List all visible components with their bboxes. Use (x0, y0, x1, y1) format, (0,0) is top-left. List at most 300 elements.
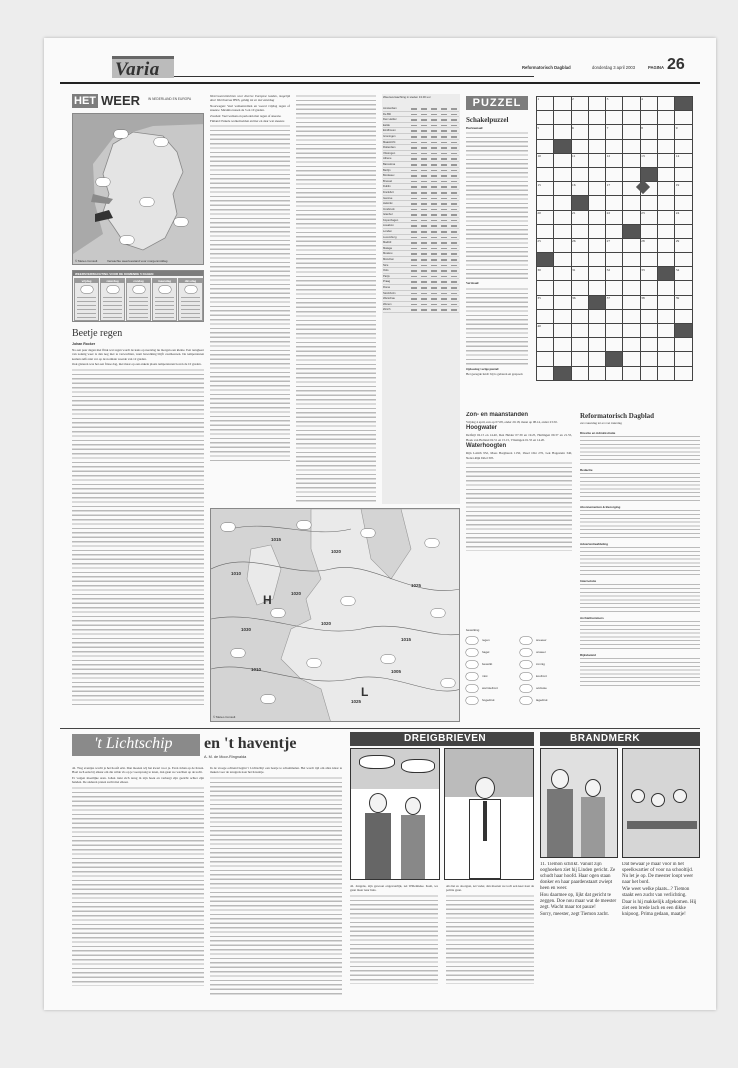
crossword-cell[interactable] (606, 111, 623, 125)
crossword-cell[interactable] (658, 352, 675, 366)
city-values (411, 293, 457, 295)
text-filler (72, 786, 204, 986)
crossword-cell[interactable] (588, 224, 605, 238)
crossword-cell[interactable] (658, 338, 675, 352)
weather-article-p1: Na een paar dagen met flink wat regen wordt de kans op neerslag nu morgen een kleine. Een terugkeer van zonnig weer is dan nog niet te verwachten, want bewolking blijft overheersen. De temperaturen komen zelfs niet ver op de normale waarde van 12 graden. (72, 348, 204, 361)
cloud-icon (120, 236, 134, 244)
legend-icon (466, 673, 478, 680)
crossword-cell[interactable] (675, 224, 692, 238)
crossword-cell[interactable] (554, 125, 571, 139)
crossword-cell[interactable] (588, 210, 605, 224)
crossword-row (537, 111, 693, 125)
crossword-cell[interactable] (675, 366, 692, 380)
colophon-title: Reformatorisch Dagblad (580, 412, 655, 420)
comic-brandmerk (540, 732, 700, 998)
city-name: Lissabon (383, 224, 394, 228)
city-name: Istanbul (383, 213, 393, 217)
cloud-icon (425, 539, 439, 547)
crossword-row (537, 267, 693, 281)
crossword-cell[interactable]: 11 (571, 153, 588, 167)
column-p2: Er volgen moeilijke uren. Johan trekt zich terug in zijn hoek en verbergt zijn gezicht achter zijn handen. De anderen praten zacht met elkaar. (72, 775, 204, 785)
crossword-row (537, 125, 693, 139)
text-filler (466, 461, 572, 551)
crossword-cell[interactable] (675, 352, 692, 366)
crossword-cell[interactable] (640, 253, 657, 267)
crossword-cell[interactable]: 32 (606, 267, 623, 281)
crossword-cell[interactable] (623, 153, 640, 167)
crossword-cell[interactable] (537, 366, 554, 380)
colophon-section-title: Redactie (580, 468, 593, 472)
crossword-cell (675, 324, 692, 338)
crossword-cell[interactable] (571, 253, 588, 267)
crossword-cell[interactable]: 19 (675, 182, 692, 196)
crossword-cell[interactable] (623, 97, 640, 111)
abroad-p2: Zweden: Veel wolken en perioden met regen of sneeuw. (210, 113, 282, 118)
colophon-section-title: Rijksbeleid (580, 653, 596, 657)
crossword-cell[interactable] (571, 167, 588, 181)
crossword-cell[interactable]: 37 (606, 295, 623, 309)
text-filler (580, 546, 700, 576)
crossword-cell[interactable] (588, 267, 605, 281)
crossword-grid (536, 96, 693, 381)
crossword-cell[interactable] (675, 167, 692, 181)
crossword-cell[interactable] (554, 153, 571, 167)
low-pressure-label: L (361, 685, 369, 699)
crossword-cell[interactable] (537, 352, 554, 366)
cloud-icon (107, 286, 119, 293)
section-header (60, 52, 700, 82)
forecast-details (129, 296, 148, 320)
crossword-cell[interactable]: 16 (571, 182, 588, 196)
city-values (411, 153, 457, 155)
crossword-cell[interactable] (675, 338, 692, 352)
crossword-cell[interactable] (623, 196, 640, 210)
crossword-cell[interactable] (658, 97, 675, 111)
crossword-cell[interactable] (571, 338, 588, 352)
crossword-cell[interactable] (588, 253, 605, 267)
crossword-cell[interactable] (588, 153, 605, 167)
crossword-cell[interactable]: 30 (537, 267, 554, 281)
crossword-cell[interactable]: 8 (640, 125, 657, 139)
crossword-cell (571, 196, 588, 210)
crossword-cell[interactable] (623, 366, 640, 380)
crossword-cell[interactable] (571, 366, 588, 380)
cloud-icon (297, 521, 311, 529)
crossword-cell[interactable] (658, 281, 675, 295)
comic2-caption-left-text: 11. Tiemon schrikt. Vanuit zijn ooghoeken ziet hij Linden gericht. Ze schudt haar hoofd. Haar ogen staan donker en haar paardenstaart zwiept heen en weer. (540, 862, 616, 891)
crossword-cell[interactable] (640, 338, 657, 352)
column-header (72, 734, 352, 764)
crossword-cell[interactable] (623, 253, 640, 267)
crossword-cell[interactable] (571, 224, 588, 238)
crossword-cell[interactable] (658, 167, 675, 181)
city-values (411, 225, 457, 227)
crossword-cell[interactable]: 21 (571, 210, 588, 224)
crossword-row (537, 210, 693, 224)
crossword-cell[interactable] (606, 309, 623, 323)
pressure-label: 1015 (271, 537, 282, 542)
crossword-cell[interactable] (623, 111, 640, 125)
city-name: Maastricht (383, 140, 396, 144)
crossword-cell[interactable] (537, 309, 554, 323)
city-name: Oslo (383, 269, 389, 273)
city-name: Madrid (383, 241, 392, 245)
crossword-cell[interactable]: 29 (675, 238, 692, 252)
text-filler (466, 287, 528, 367)
crossword-cell[interactable]: 33 (640, 267, 657, 281)
crossword-cell[interactable] (623, 125, 640, 139)
pressure-label: 1030 (241, 627, 252, 632)
crossword-cell[interactable]: 4 (640, 97, 657, 111)
legend-item (520, 660, 572, 670)
legend-icon (520, 685, 532, 692)
forecast-details (77, 296, 96, 320)
crossword-cell[interactable] (640, 366, 657, 380)
crossword-cell[interactable] (588, 238, 605, 252)
crossword-cell[interactable] (623, 238, 640, 252)
pressure-label: 1010 (251, 667, 262, 672)
crossword-cell (658, 267, 675, 281)
crossword-cell[interactable]: 24 (675, 210, 692, 224)
column-p3: In de vroege ochtend begint 't Lichtschip' een beetje te schommelen. Het wordt tijd om alles klaar te maken voor de terugreis naar het haventje. (210, 766, 342, 775)
netherlands-weather-map (72, 113, 204, 265)
crossword-cell[interactable] (675, 281, 692, 295)
crossword-cell[interactable]: 40 (537, 324, 554, 338)
forecast-details (103, 296, 122, 320)
colophon-sections (580, 428, 700, 687)
crossword-cell[interactable]: 26 (571, 238, 588, 252)
crossword-cell[interactable] (658, 295, 675, 309)
newspaper-name: Reformatorisch Dagblad (522, 65, 571, 70)
city-values (411, 108, 457, 110)
crossword-cell[interactable] (588, 139, 605, 153)
city-values (411, 119, 457, 121)
crossword-cell[interactable] (658, 224, 675, 238)
legend-label: onweer (536, 650, 546, 654)
city-name: Moskou (383, 252, 393, 256)
sun-title: Zon- en maanstanden (466, 412, 529, 418)
crossword-cell[interactable] (658, 366, 675, 380)
crossword-cell[interactable] (675, 139, 692, 153)
crossword-cell[interactable]: 3 (606, 97, 623, 111)
crossword-cell[interactable] (623, 139, 640, 153)
city-values (411, 237, 457, 239)
crossword-cell[interactable] (537, 139, 554, 153)
forecast-day (126, 278, 151, 321)
crossword-cell[interactable] (623, 281, 640, 295)
weather-brand-sub: IN NEDERLAND EN EUROPA (148, 97, 192, 101)
crossword-cell[interactable]: 13 (640, 153, 657, 167)
europe-map-caption: © Meteo Consult (213, 715, 236, 719)
crossword-cell[interactable] (588, 352, 605, 366)
city-values (411, 198, 457, 200)
crossword-cell[interactable] (537, 111, 554, 125)
forecast-day (178, 278, 203, 321)
city-name: Vlissingen (383, 151, 396, 155)
crossword-cell[interactable]: 14 (675, 153, 692, 167)
crossword-cell[interactable]: 20 (537, 210, 554, 224)
crossword-cell[interactable]: 5 (537, 125, 554, 139)
crossword-row (537, 366, 693, 380)
horizontal-label: Horizontaal: (466, 126, 484, 130)
crossword-cell[interactable]: 27 (606, 238, 623, 252)
crossword-cell (537, 253, 554, 267)
crossword-cell[interactable] (537, 224, 554, 238)
crossword-cell[interactable] (658, 309, 675, 323)
city-values (411, 181, 457, 183)
crossword-cell[interactable]: 2 (571, 97, 588, 111)
crossword-row (537, 153, 693, 167)
crossword-cell[interactable] (571, 111, 588, 125)
crossword-cell[interactable] (588, 125, 605, 139)
crossword-cell[interactable] (658, 324, 675, 338)
crossword-cell[interactable] (554, 295, 571, 309)
forecast-day-label: vrijdag (75, 279, 98, 283)
crossword-cell[interactable] (658, 210, 675, 224)
forecast-day (100, 278, 125, 321)
city-name: Zürich (383, 308, 391, 312)
crossword-cell[interactable] (571, 309, 588, 323)
city-name: Nice (383, 263, 389, 267)
forecast-day-label: zaterdag (101, 279, 124, 283)
crossword-cell[interactable]: 34 (675, 267, 692, 281)
crossword-cell[interactable] (537, 281, 554, 295)
header-date: donderdag 3 april 2003 (592, 65, 636, 70)
crossword-cell[interactable] (606, 324, 623, 338)
high-water-title: Hoogwater (466, 425, 498, 432)
crossword-cell[interactable] (606, 167, 623, 181)
city-values (411, 242, 457, 244)
crossword-cell[interactable]: 15 (537, 182, 554, 196)
crossword-cell[interactable] (588, 196, 605, 210)
crossword-cell[interactable]: 35 (537, 295, 554, 309)
crossword-cell[interactable] (658, 238, 675, 252)
crossword-cell[interactable] (571, 281, 588, 295)
city-values (411, 248, 457, 250)
crossword-cell[interactable]: 9 (675, 125, 692, 139)
crossword-cell[interactable] (623, 324, 640, 338)
crossword-cell[interactable] (606, 338, 623, 352)
crossword-cell[interactable] (658, 153, 675, 167)
crossword-cell[interactable]: 12 (606, 153, 623, 167)
city-name: Praag (383, 280, 391, 284)
crossword-cell[interactable] (623, 338, 640, 352)
crossword-cell[interactable] (588, 338, 605, 352)
crossword-cell[interactable] (537, 196, 554, 210)
crossword-cell[interactable] (606, 139, 623, 153)
crossword-cell[interactable]: 1 (537, 97, 554, 111)
city-name: Amsterdam (383, 107, 397, 110)
sun-text: Vrijdag 4 april, zon op 07.08, onder 20.18, maan op 08.14, onder 23.50. (466, 420, 558, 424)
legend-label: occlusie (536, 686, 547, 690)
crossword-cell[interactable] (640, 352, 657, 366)
comic-dreigbrieven (350, 732, 534, 998)
crossword-cell[interactable] (675, 309, 692, 323)
crossword-cell[interactable] (640, 139, 657, 153)
comic2-title: BRANDMERK (570, 733, 641, 744)
crossword-cell[interactable] (537, 338, 554, 352)
text-filler (580, 435, 700, 465)
city-values (411, 164, 457, 166)
crossword-cell[interactable] (658, 182, 675, 196)
crossword-cell[interactable] (537, 167, 554, 181)
cloud-icon (221, 523, 235, 531)
crossword-cell[interactable] (623, 295, 640, 309)
crossword-cell[interactable] (640, 324, 657, 338)
crossword-cell[interactable]: 10 (537, 153, 554, 167)
crossword-cell (554, 139, 571, 153)
pressure-label: 1025 (411, 583, 422, 588)
crossword-cell[interactable] (554, 281, 571, 295)
city-name: Luxemburg (383, 235, 397, 239)
crossword-cell[interactable] (675, 196, 692, 210)
crossword-cell[interactable] (606, 281, 623, 295)
crossword-cell[interactable] (588, 111, 605, 125)
crossword-cell[interactable]: 39 (675, 295, 692, 309)
crossword-cell[interactable] (588, 366, 605, 380)
crossword-cell[interactable] (554, 309, 571, 323)
crossword-cell[interactable] (640, 309, 657, 323)
forecast-details (155, 296, 174, 320)
text-filler (580, 620, 700, 650)
crossword-cell[interactable]: 25 (537, 238, 554, 252)
cloud-icon (154, 138, 168, 146)
legend-item (520, 636, 572, 646)
crossword-cell[interactable] (606, 196, 623, 210)
cloud-icon (140, 198, 154, 206)
comic2-caption-left (540, 862, 618, 996)
city-values (411, 309, 457, 311)
crossword-cell[interactable] (606, 253, 623, 267)
crossword-cell[interactable] (606, 224, 623, 238)
crossword-cell[interactable] (640, 111, 657, 125)
city-name: Stockholm (383, 291, 396, 295)
city-values (411, 170, 457, 172)
crossword-cell[interactable] (640, 196, 657, 210)
crossword-cell[interactable] (640, 224, 657, 238)
crossword-cell[interactable] (588, 324, 605, 338)
crossword-cell[interactable]: 23 (640, 210, 657, 224)
crossword-cell[interactable]: 7 (606, 125, 623, 139)
water-levels-title: Waterhoogten (466, 443, 507, 450)
text-filler (446, 894, 534, 984)
legend-item (466, 696, 518, 706)
crossword-cell[interactable] (588, 167, 605, 181)
crossword-cell[interactable] (554, 196, 571, 210)
pressure-label: 1020 (321, 621, 332, 626)
solution-label: Oplossing vorige puzzel: (466, 366, 500, 371)
vertical-label: Verticaal: (466, 281, 480, 286)
crossword-cell[interactable] (623, 309, 640, 323)
text-filler (580, 472, 700, 502)
pressure-label: 1015 (401, 637, 412, 642)
crossword-cell[interactable]: 36 (571, 295, 588, 309)
abroad-p3: Finland: Enkele wolkenvelden en hier en daar wat sneeuw. (210, 119, 285, 124)
crossword-cell[interactable] (554, 210, 571, 224)
crossword-cell[interactable] (640, 281, 657, 295)
city-values (411, 114, 457, 116)
legend-icon (466, 637, 478, 644)
legend-item (520, 672, 572, 682)
crossword-cell[interactable]: 38 (640, 295, 657, 309)
crossword-cell[interactable] (554, 238, 571, 252)
city-name: Parijs (383, 274, 390, 278)
weather-article-body (72, 348, 204, 720)
crossword-cell[interactable] (623, 267, 640, 281)
legend-icon (520, 697, 532, 704)
crossword-cell[interactable] (571, 352, 588, 366)
city-name: Rome (383, 286, 391, 289)
city-values (411, 175, 457, 177)
crossword-cell[interactable] (588, 182, 605, 196)
crossword-cell[interactable] (658, 253, 675, 267)
crossword-cell[interactable]: 28 (640, 238, 657, 252)
crossword-cell[interactable]: 31 (571, 267, 588, 281)
text-filler (210, 124, 290, 464)
city-values (411, 147, 457, 149)
city-name: Barcelona (383, 162, 396, 166)
crossword-cell[interactable] (554, 97, 571, 111)
crossword-cell[interactable] (554, 352, 571, 366)
crossword-cell[interactable] (571, 324, 588, 338)
cloud-icon (133, 286, 145, 293)
crossword-cell[interactable] (588, 97, 605, 111)
crossword-cell[interactable]: 22 (606, 210, 623, 224)
crossword-cell[interactable] (554, 338, 571, 352)
page-label: PAGINA (648, 65, 664, 70)
crossword-cell[interactable] (675, 111, 692, 125)
crossword-cell[interactable] (554, 267, 571, 281)
crossword-cell[interactable] (588, 309, 605, 323)
crossword-cell[interactable] (554, 111, 571, 125)
crossword-cell[interactable] (571, 139, 588, 153)
weather-brand-right: WEER (101, 93, 140, 108)
cloud-icon (431, 609, 445, 617)
crossword-cell[interactable] (623, 210, 640, 224)
crossword-row (537, 238, 693, 252)
cloud-icon (185, 286, 197, 293)
crossword-cell[interactable] (658, 139, 675, 153)
crossword-cell (675, 97, 692, 111)
crossword-cell[interactable] (623, 352, 640, 366)
crossword-row (537, 338, 693, 352)
city-values (411, 130, 457, 132)
crossword-cell[interactable] (554, 253, 571, 267)
comic2-panel-1 (540, 748, 618, 858)
column-p1: 42. 'Nog eventjes wacht je het hoofd erin. Dan moeten wij het kwart voor je. Even Johan op de haven. Haal toch eens bij elkaar om die wilde vis op je voorsprong te leren, dan gaan we wachten op de tocht. (72, 766, 204, 775)
crossword-cell[interactable] (675, 253, 692, 267)
nl-map-caption-right: Verwachte weertoestand voor morgenmiddag (107, 259, 168, 263)
city-values (411, 270, 457, 272)
forecast-day (152, 278, 177, 321)
crossword-cell[interactable] (554, 167, 571, 181)
crossword-cell[interactable] (554, 224, 571, 238)
city-name: Dublin (383, 185, 391, 189)
crossword-cell[interactable] (658, 196, 675, 210)
crossword-cell[interactable] (658, 111, 675, 125)
crossword-cell[interactable] (554, 324, 571, 338)
city-weather-table (382, 94, 460, 504)
crossword-cell[interactable]: 6 (571, 125, 588, 139)
crossword-cell[interactable] (554, 182, 571, 196)
crossword-cell[interactable]: 17 (606, 182, 623, 196)
crossword-cell[interactable] (623, 167, 640, 181)
column-title-part2: en 't haventje (204, 735, 297, 752)
city-table-title: Weersverwachting in steden 13.00 uur (383, 95, 431, 99)
crossword-cell[interactable] (588, 281, 605, 295)
crossword-cell[interactable] (658, 125, 675, 139)
crossword-cell[interactable] (606, 366, 623, 380)
